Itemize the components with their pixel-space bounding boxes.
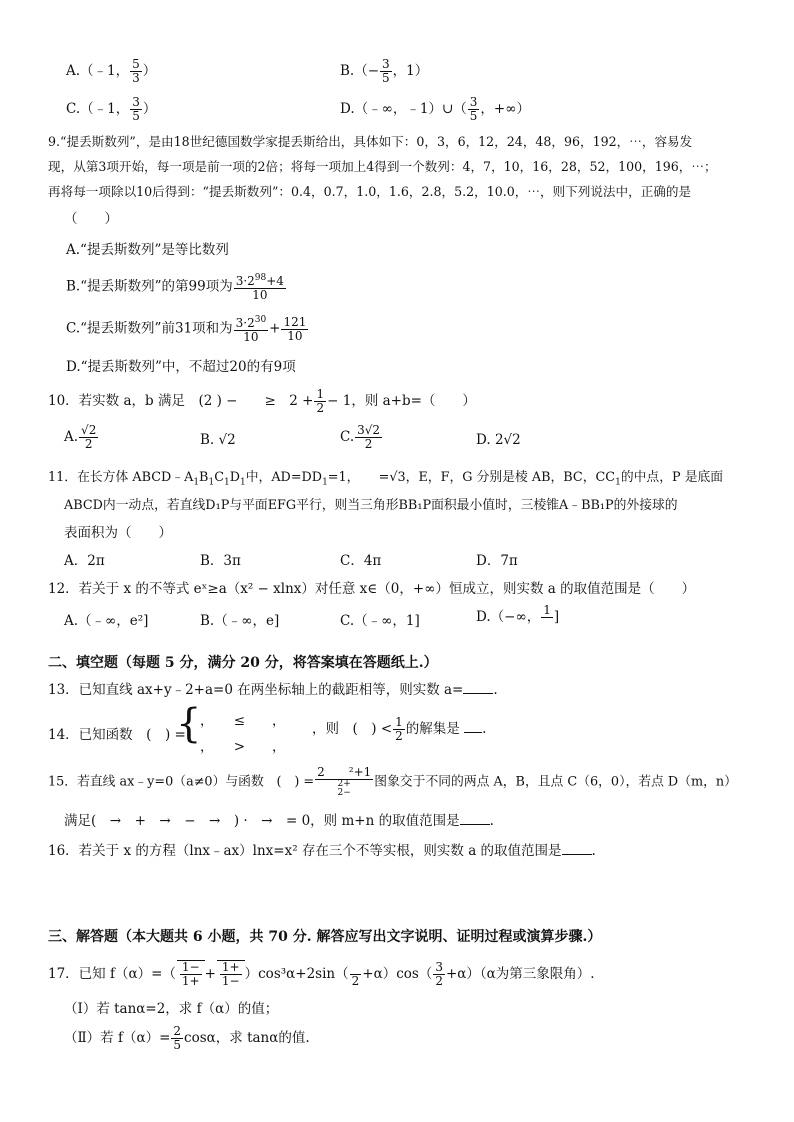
q10-post: − 1，则 a+b=（ ） [327,393,476,409]
q17-root-fraction-2 [220,961,242,988]
frac-num: 1 [395,715,403,729]
q10-option-c [340,424,383,451]
frac-num: 121 [283,314,307,329]
frac-num [350,961,362,975]
option-text: D.（−∞， [476,609,541,625]
q12-option-a: A.（﹣∞，e²] [64,613,149,629]
q17-part-i: （Ⅰ）若 tanα=2，求 f（α）的值； [64,1001,279,1017]
den-bottom: 2− [337,788,351,798]
q16-end: . [591,843,596,859]
subscript: 1 [615,477,621,488]
frac-den: 5 [132,109,140,123]
answer-blank [562,842,592,855]
q9-c-text: C.“提丢斯数列”前31项和为 [66,320,233,337]
option-label: B. [200,432,215,448]
q17-text: +α）（α为第三象限角）. [445,966,595,982]
section-2-heading: 二、填空题（每题 5 分，满分 20 分，将答案填在答题纸上.） [48,655,438,671]
frac-num: 3 [435,960,443,974]
q10-option-a [64,424,99,451]
q8-option-b [340,58,428,85]
q15-text: 图象交于不同的两点 A，B，且点 C（6，0），若点 D（m，n） [374,774,737,790]
q12-d-fraction [541,604,553,631]
q14-text: ，则 ( ) < [312,721,393,737]
q8-c-text: C.（﹣1， [66,101,130,117]
num-exp: 30 [254,315,267,325]
frac-num: 1− [181,960,200,974]
q11-option-d: D．7π [476,553,518,569]
q8-b-end: ，1） [392,63,429,79]
q9-b-text: B.“提丢斯数列”的第99项为 [66,278,233,295]
answer-blank [464,720,482,733]
q15-end: . [489,813,494,829]
q17-text: +α）cos（ [362,966,433,982]
q10-c-fraction [355,424,382,451]
q8-option-a [66,58,156,85]
frac-num: 2 [173,1024,182,1038]
q15-fraction [315,766,373,798]
frac-den: 2 [84,437,93,451]
sqrt-1 [177,960,205,988]
q8-d-end: ，+∞） [480,101,530,117]
q11-text: 中，AD=DD [245,470,323,485]
q10-option-d [476,432,521,448]
q11-line-1 [48,469,723,492]
q17-part-ii [64,1025,310,1052]
answer-blank [460,812,490,825]
frac-num [234,314,269,331]
q9-c-fraction-2 [281,316,308,343]
q13-text: 13．已知直线 ax+y﹣2+a=0 在两坐标轴上的截距相等，则实数 a= [48,682,464,698]
q14-stem-pre: 14．已知函数 ( ) = [48,727,186,743]
frac-den: 3 [132,71,140,85]
q9-option-a: A.“提丢斯数列”是等比数列 [66,242,229,258]
sqrt-2 [217,960,245,988]
q15-text: 满足( → + → − → ) · → = 0，则 m+n 的取值范围是 [64,813,460,829]
frac-den: 5 [469,109,478,123]
q11-text: D [229,470,240,485]
q10-stem [48,388,476,415]
frac-den: 10 [243,330,259,344]
q8-c-fraction [130,96,142,123]
q17-root-fraction-1 [180,961,202,988]
frac-num: 3 [132,95,140,109]
frac-num: 3√2 [357,423,381,437]
option-label: A. [64,429,79,445]
option-end: ] [553,609,560,625]
frac-den: 10 [252,288,268,302]
frac-num: 1 [316,387,325,401]
option-value: √2 [218,432,236,448]
frac-den: 2 [395,729,403,743]
q11-text: B [199,470,209,485]
q14-text: 的解集是 [405,721,460,737]
q9-option-d: D.“提丢斯数列”中，不超过20的有9项 [66,359,296,375]
q12-option-b: B.（﹣∞，e] [200,613,280,629]
q17-text: ）cos³α+2sin（ [244,966,349,982]
q11-option-a: A．2π [64,553,105,569]
frac-num: 3 [469,95,478,109]
subscript: 1 [223,477,230,488]
q9-line-2: 现，从第3项开始，每一项是前一项的2倍；将每一项加上4得到一个数列：4，7，10，16，28，52，100，196，⋯； [48,159,717,174]
plus-sign: + [269,320,281,337]
q8-b-text: B.（− [340,63,380,79]
q10-pre: 10．若实数 a，b 满足 (2 ) − ≥ [48,393,290,409]
q10-fraction [314,388,326,415]
q8-a-end: ） [142,63,157,79]
num-tail: +4 [266,274,284,288]
q15-text: 15．若直线 ax﹣y=0（a≠0）与函数 ( ) = [48,774,315,790]
q10-option-b [200,432,236,448]
q11-text: 11．在长方体 ABCD﹣A [48,470,194,485]
q15-line-1 [48,766,737,798]
q8-b-fraction [380,58,392,85]
q8-d-text: D.（﹣∞，﹣1）∪（ [340,101,467,117]
q8-option-d [340,96,530,123]
q14-fraction [393,716,405,743]
num-base: 3·2 [235,316,255,330]
frac-den: 1− [221,974,240,988]
q9-line-4: （ ） [64,211,118,227]
q11-option-b: B．3π [200,553,241,569]
q16-stem [48,842,596,860]
frac-den: 2 [364,437,373,451]
q14-piece-2: ， > ， [200,739,286,755]
q8-option-c [66,96,156,123]
q9-option-b [66,272,287,302]
frac-num: 5 [132,57,140,71]
q11-line-2: ABCD内一动点，若直线D₁P与平面EFG平行，则当三角形BB₁P面积最小值时，三棱锥A﹣BB₁P的外接球的 [64,498,678,513]
q17-ii-fraction [171,1025,183,1052]
q17-fraction-2 [433,961,445,988]
num-exp: 98 [254,273,267,283]
q14-end: . [482,721,487,737]
answer-blank [463,681,493,694]
q9-line-1: 9.“提丢斯数列”，是由18世纪德国数学家提丢斯给出，具体如下：0，3，6，12，24，48，96，192，⋯，容易发 [48,134,693,149]
subscript: 1 [193,477,200,488]
q12-option-d [476,604,559,631]
q10-mid: 2 + [289,393,314,409]
q8-d-fraction [468,96,480,123]
piecewise-brace: { [176,701,202,747]
frac-den [315,780,373,798]
q9-c-fraction-1 [234,314,269,344]
q8-a-fraction [130,58,142,85]
q17-text: cosα，求 tanα的值. [184,1030,310,1046]
q17-text: （Ⅱ）若 f（α）= [64,1030,171,1046]
subscript: 1 [208,477,215,488]
frac-num: √2 [81,423,97,437]
q11-line-3: 表面积为（ ） [64,525,172,541]
frac-num [234,272,286,289]
num-base: 3·2 [235,274,255,288]
q15-line-2 [64,812,494,830]
frac-num: 1+ [221,960,240,974]
frac-den [541,618,553,631]
q12-option-c: C.（﹣∞，1] [340,613,420,629]
frac-den: 2 [351,974,360,988]
option-label: C. [340,429,355,445]
frac-den: 2 [316,401,325,415]
q13-end: . [493,682,498,698]
frac-num: 3 [382,57,390,71]
q11-option-c: C．4π [340,553,382,569]
q10-a-fraction [79,424,98,451]
frac-den: 1+ [181,974,200,988]
frac-num: 2 ²+1 [317,765,372,779]
subscript: 1 [322,477,328,488]
q17-stem [48,960,595,988]
frac-num: 1 [543,603,551,617]
frac-den: 5 [382,71,390,85]
q14-piece-1: ， ≤ ， [200,713,286,729]
plus-sign: + [204,966,216,982]
q14-stem-post [312,716,486,743]
q11-text: 的中点，P 是底面 [620,470,724,485]
section-3-heading: 三、解答题（本大题共 6 小题，共 70 分. 解答应写出文字说明、证明过程或演算步骤.） [48,929,602,945]
option-label: D. [476,432,491,448]
q9-line-3: 再将每一项除以10后得到：“提丢斯数列”：0.4，0.7，1.0，1.6，2.8，5.2，10.0，⋯，则下列说法中，正确的是 [48,184,692,199]
q16-text: 16．若关于 x 的方程（lnx﹣ax）lnx=x² 存在三个不等实根，则实数 a 的取值范围是 [48,843,562,859]
q11-text: =1， =√3，E，F，G 分别是棱 AB，BC，CC [327,470,616,485]
q13-stem [48,681,498,699]
q8-c-end: ） [142,101,157,117]
q12-stem: 12．若关于 x 的不等式 eˣ≥a（x² − xlnx）对任意 x∈（0，+∞）恒成立，则实数 a 的取值范围是（ ） [48,581,696,597]
frac-den: 10 [287,328,303,343]
den-top: 2+ [337,779,351,789]
q8-a-text: A.（﹣1， [66,63,130,79]
q11-text: C [214,470,224,485]
subscript: 1 [239,477,246,488]
frac-den: 5 [173,1038,182,1052]
q9-option-c [66,314,309,344]
q17-fraction-1 [350,961,362,988]
q9-b-fraction [234,272,286,302]
option-value: 2√2 [494,432,521,448]
frac-den: 2 [435,974,443,988]
q17-text: 17．已知 f（α）=（ [48,966,176,982]
